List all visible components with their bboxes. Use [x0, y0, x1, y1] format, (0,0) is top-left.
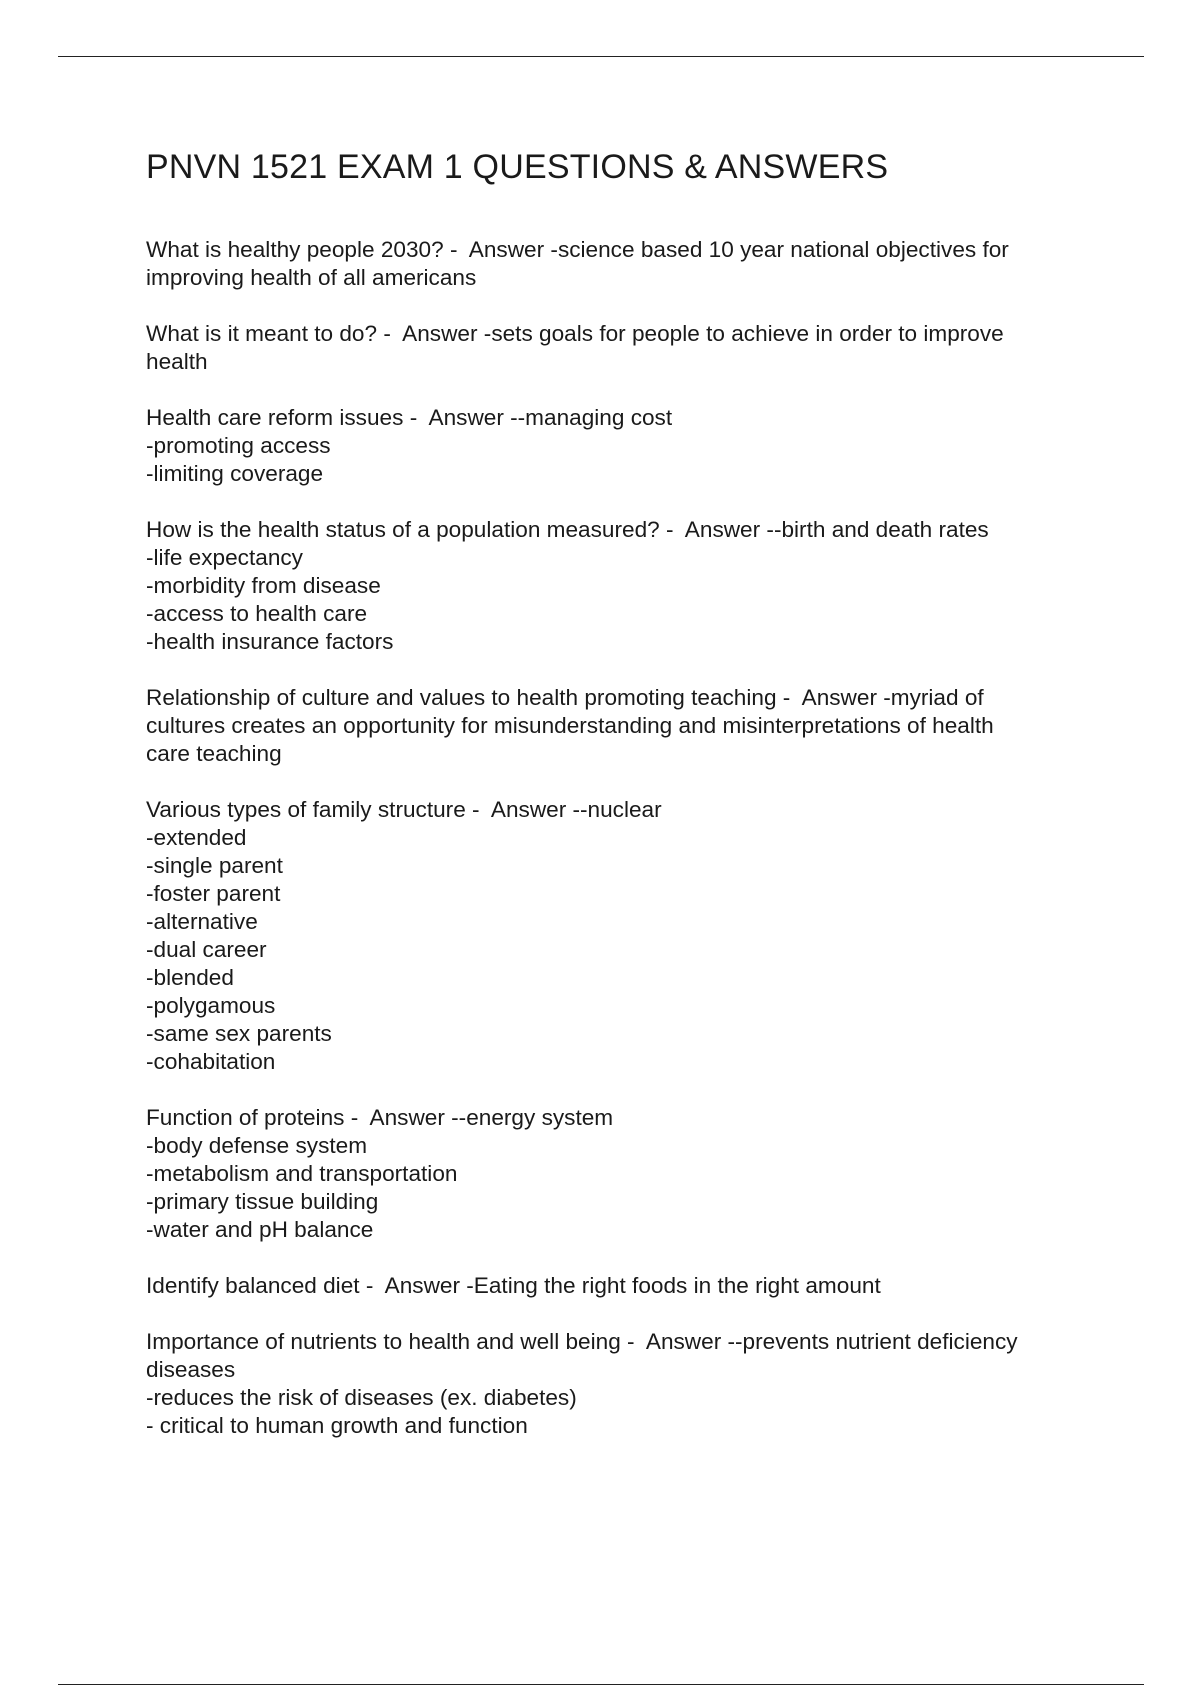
qa-line: -same sex parents [146, 1021, 332, 1046]
qa-line: Importance of nutrients to health and well being - Answer --prevents nutrient deficiency [146, 1329, 1018, 1354]
qa-line: -limiting coverage [146, 461, 324, 486]
qa-line: -health insurance factors [146, 629, 394, 654]
qa-line: -foster parent [146, 881, 281, 906]
qa-item [146, 516, 1106, 656]
qa-line: Function of proteins - Answer --energy system [146, 1105, 614, 1130]
qa-item [146, 320, 1106, 376]
qa-item [146, 1104, 1106, 1244]
qa-line: - critical to human growth and function [146, 1413, 528, 1438]
qa-item [146, 796, 1106, 1076]
qa-line: -polygamous [146, 993, 276, 1018]
qa-line: -life expectancy [146, 545, 303, 570]
qa-line: -reduces the risk of diseases (ex. diabetes) [146, 1385, 577, 1410]
qa-line: -promoting access [146, 433, 331, 458]
qa-line: Identify balanced diet - Answer -Eating the right foods in the right amount [146, 1273, 881, 1298]
qa-line: -access to health care [146, 601, 368, 626]
qa-line: -body defense system [146, 1133, 368, 1158]
qa-line: What is healthy people 2030? - Answer -science based 10 year national objectives for [146, 237, 1009, 262]
qa-item [146, 1272, 1106, 1300]
qa-line: health [146, 349, 208, 374]
qa-line: Relationship of culture and values to health promoting teaching - Answer -myriad of [146, 685, 984, 710]
qa-item [146, 236, 1106, 292]
document-body [146, 146, 1106, 1468]
qa-line: -primary tissue building [146, 1189, 379, 1214]
qa-line: Various types of family structure - Answer --nuclear [146, 797, 662, 822]
qa-line: cultures creates an opportunity for misunderstanding and misinterpretations of health [146, 713, 994, 738]
qa-line: -alternative [146, 909, 258, 934]
qa-line: How is the health status of a population measured? - Answer --birth and death rates [146, 517, 989, 542]
top-rule [58, 56, 1144, 57]
qa-line: -cohabitation [146, 1049, 276, 1074]
qa-line: care teaching [146, 741, 282, 766]
qa-line: -water and pH balance [146, 1217, 374, 1242]
qa-line: -dual career [146, 937, 267, 962]
qa-line: Health care reform issues - Answer --managing cost [146, 405, 673, 430]
qa-item [146, 1328, 1106, 1440]
page-title: PNVN 1521 EXAM 1 QUESTIONS & ANSWERS [146, 148, 889, 186]
qa-line: -morbidity from disease [146, 573, 381, 598]
qa-line: -metabolism and transportation [146, 1161, 458, 1186]
qa-line: improving health of all americans [146, 265, 477, 290]
qa-line: -blended [146, 965, 234, 990]
qa-item [146, 404, 1106, 488]
bottom-rule [58, 1684, 1144, 1685]
qa-line: -extended [146, 825, 247, 850]
qa-line: What is it meant to do? - Answer -sets goals for people to achieve in order to improve [146, 321, 1004, 346]
qa-line: -single parent [146, 853, 283, 878]
qa-line: diseases [146, 1357, 236, 1382]
qa-item [146, 684, 1106, 768]
